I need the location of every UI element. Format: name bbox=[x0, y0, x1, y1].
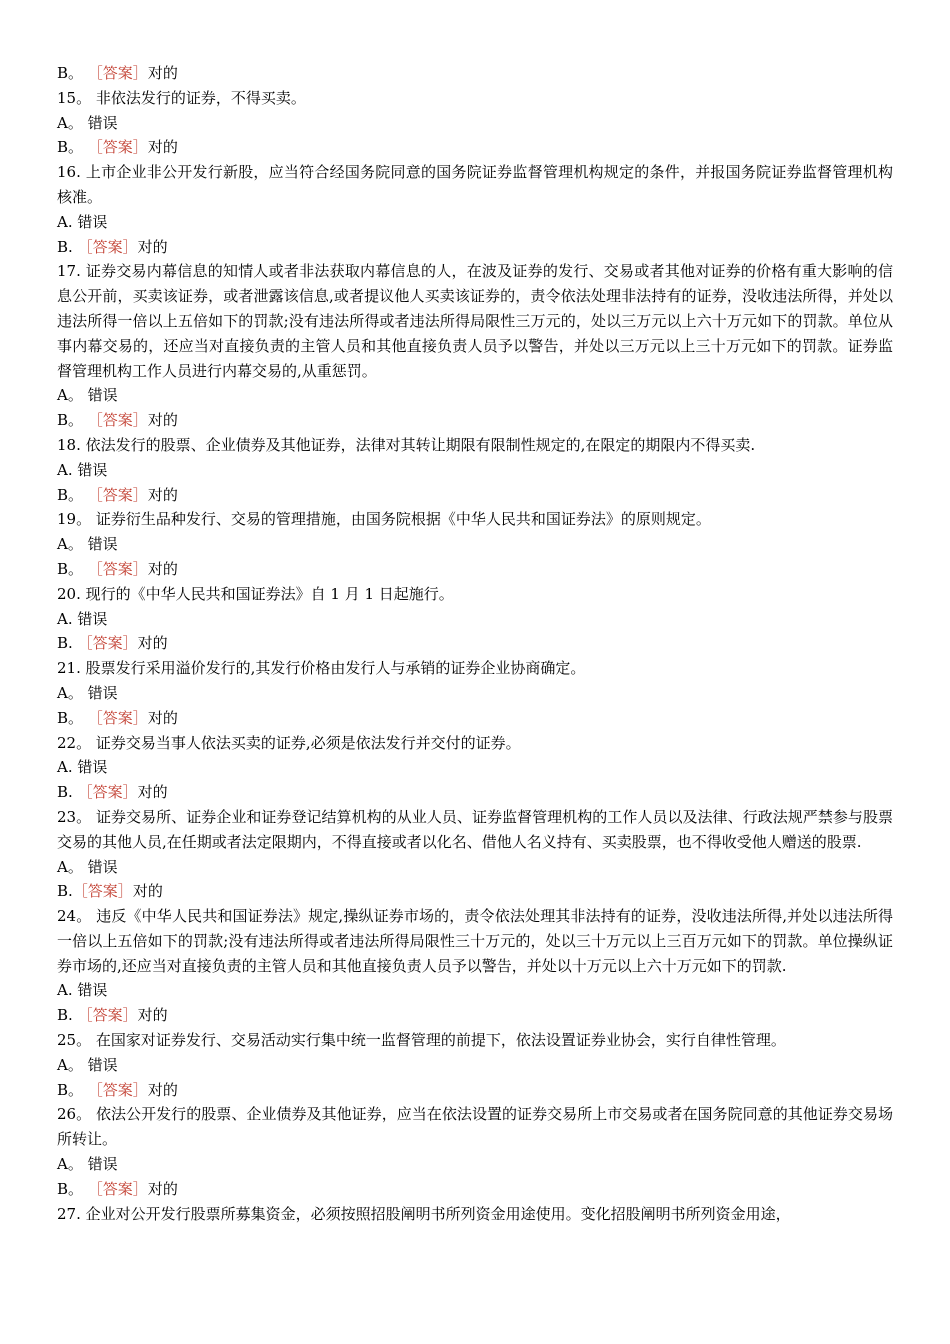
answer-option-label: B。 bbox=[57, 485, 88, 504]
question-text: 26。 依法公开发行的股票、企业债券及其他证券，应当在依法设置的证券交易所上市交易或者在国务院同意的其他证券交易场所转让。 bbox=[57, 1105, 893, 1149]
option-wrong: A。 错误 bbox=[57, 1155, 118, 1174]
answer-option-label: B。 bbox=[57, 1080, 88, 1099]
option-wrong: A。 错误 bbox=[57, 683, 118, 702]
answer-text: 对的 bbox=[137, 1006, 168, 1025]
answer-option-label: B。 bbox=[57, 138, 88, 157]
answer-tag: ［答案］ bbox=[87, 485, 148, 504]
answer-tag: ［答案］ bbox=[77, 634, 138, 653]
question-text: 19。 证券衍生品种发行、交易的管理措施，由国务院根据《中华人民共和国证券法》的原则规定。 bbox=[57, 510, 711, 529]
option-wrong: A. 错误 bbox=[57, 460, 108, 479]
answer-line bbox=[57, 879, 893, 904]
question-text: 22。 证券交易当事人依法买卖的证券,必须是依法发行并交付的证券。 bbox=[57, 733, 521, 752]
answer-text: 对的 bbox=[137, 783, 168, 802]
answer-text: 对的 bbox=[147, 138, 178, 157]
answer-line bbox=[57, 706, 893, 731]
answer-text: 对的 bbox=[147, 1080, 178, 1099]
answer-tag: ［答案］ bbox=[87, 1080, 148, 1099]
option-wrong: A. 错误 bbox=[57, 758, 108, 777]
question-text: 25。 在国家对证券发行、交易活动实行集中统一监督管理的前提下，依法设置证券业协会，实行自律性管理。 bbox=[57, 1031, 786, 1050]
question-text: 21. 股票发行采用溢价发行的,其发行价格由发行人与承销的证券企业协商确定。 bbox=[57, 659, 586, 678]
answer-tag: ［答案］ bbox=[87, 138, 148, 157]
answer-option-label: B。 bbox=[57, 411, 88, 430]
question-text: 23。 证券交易所、证券企业和证券登记结算机构的从业人员、证券监督管理机构的工作人员以及法律、行政法规严禁参与股票交易的其他人员,在任期或者法定限期内，不得直接或者以化名、借他人名义持有、买卖股票，也不得收受他人赠送的股票. bbox=[57, 807, 893, 851]
option-wrong: A。 错误 bbox=[57, 113, 118, 132]
answer-line bbox=[57, 135, 893, 160]
answer-tag: ［答案］ bbox=[87, 411, 148, 430]
question-text: 17. 证券交易内幕信息的知情人或者非法获取内幕信息的人，在波及证券的发行、交易或者其他对证券的价格有重大影响的信息公开前，买卖该证券，或者泄露该信息,或者提议他人买卖该证券的，责令依法处理非法持有的证券，没收违法所得，并处以违法所得一倍以上五倍如下的罚款;没有违法所得或者违法所得局限性三万元的，处以三万元以上六十万元如下的罚款。单位从事内幕交易的，还应当对直接负责的主管人员和其他直接负责人员予以警告，并处以三万元以上三十万元如下的罚款。证券监督管理机构工作人员进行内幕交易的,从重惩罚。 bbox=[57, 262, 893, 380]
option-wrong: A. 错误 bbox=[57, 981, 108, 1000]
answer-line bbox=[57, 1078, 893, 1103]
question-text: 15。 非依法发行的证券，不得买卖。 bbox=[57, 88, 306, 107]
answer-line bbox=[57, 235, 893, 260]
answer-line bbox=[57, 483, 893, 508]
question-text: 24。 违反《中华人民共和国证券法》规定,操纵证券市场的，责令依法处理其非法持有的证券，没收违法所得,并处以违法所得一倍以上五倍如下的罚款;没有违法所得或者违法所得局限性三十万元的，处以三十万元以上三百万元如下的罚款。单位操纵证券市场的,还应当对直接负责的主管人员和其他直接负责人员予以警告，并处以十万元以上六十万元如下的罚款. bbox=[57, 907, 893, 975]
answer-option-label: B. bbox=[57, 634, 78, 653]
answer-option-label: B. bbox=[57, 1006, 78, 1025]
option-wrong: A。 错误 bbox=[57, 535, 118, 554]
answer-text: 对的 bbox=[147, 485, 178, 504]
question-text: 27. 企业对公开发行股票所募集资金，必须按照招股阐明书所列资金用途使用。变化招股阐明书所列资金用途， bbox=[57, 1204, 791, 1223]
answer-line bbox=[57, 631, 893, 656]
document-page bbox=[57, 61, 893, 1226]
answer-tag: ［答案］ bbox=[87, 1179, 148, 1198]
question-text: 20. 现行的《中华人民共和国证券法》自 1 月 1 日起施行。 bbox=[57, 584, 454, 603]
answer-line bbox=[57, 408, 893, 433]
answer-line bbox=[57, 780, 893, 805]
answer-text: 对的 bbox=[147, 1179, 178, 1198]
answer-tag: ［答案］ bbox=[87, 64, 148, 82]
answer-text: 对的 bbox=[147, 708, 178, 727]
option-wrong: A. 错误 bbox=[57, 212, 108, 231]
answer-line bbox=[57, 61, 893, 86]
answer-option-label: B。 bbox=[57, 708, 88, 727]
answer-tag: ［答案］ bbox=[77, 783, 138, 802]
answer-text: 对的 bbox=[147, 411, 178, 430]
question-text: 16. 上市企业非公开发行新股，应当符合经国务院同意的国务院证券监督管理机构规定的条件，并报国务院证券监督管理机构核准。 bbox=[57, 163, 893, 206]
answer-tag: ［答案］ bbox=[87, 708, 148, 727]
answer-tag: ［答案］ bbox=[77, 237, 138, 256]
answer-line bbox=[57, 557, 893, 582]
option-wrong: A. 错误 bbox=[57, 609, 108, 628]
answer-option-label: B。 bbox=[57, 1179, 88, 1198]
question-text: 18. 依法发行的股票、企业债券及其他证券，法律对其转让期限有限制性规定的,在限定的期限内不得买卖. bbox=[57, 435, 756, 454]
answer-tag: ［答案］ bbox=[87, 559, 148, 578]
answer-option-label: B. bbox=[57, 783, 78, 802]
answer-option-label: B。 bbox=[57, 64, 88, 82]
answer-option-label: B。 bbox=[57, 559, 88, 578]
answer-text: 对的 bbox=[137, 634, 168, 653]
answer-option-label: B. bbox=[57, 882, 73, 901]
answer-line bbox=[57, 1003, 893, 1028]
answer-tag: ［答案］ bbox=[77, 1006, 138, 1025]
answer-text: 对的 bbox=[147, 64, 178, 82]
answer-tag: ［答案］ bbox=[72, 882, 133, 901]
answer-option-label: B. bbox=[57, 237, 78, 256]
option-wrong: A。 错误 bbox=[57, 1055, 118, 1074]
option-wrong: A。 错误 bbox=[57, 857, 118, 876]
answer-text: 对的 bbox=[137, 237, 168, 256]
answer-text: 对的 bbox=[147, 559, 178, 578]
answer-line bbox=[57, 1177, 893, 1202]
option-wrong: A。 错误 bbox=[57, 386, 118, 405]
answer-text: 对的 bbox=[132, 882, 163, 901]
